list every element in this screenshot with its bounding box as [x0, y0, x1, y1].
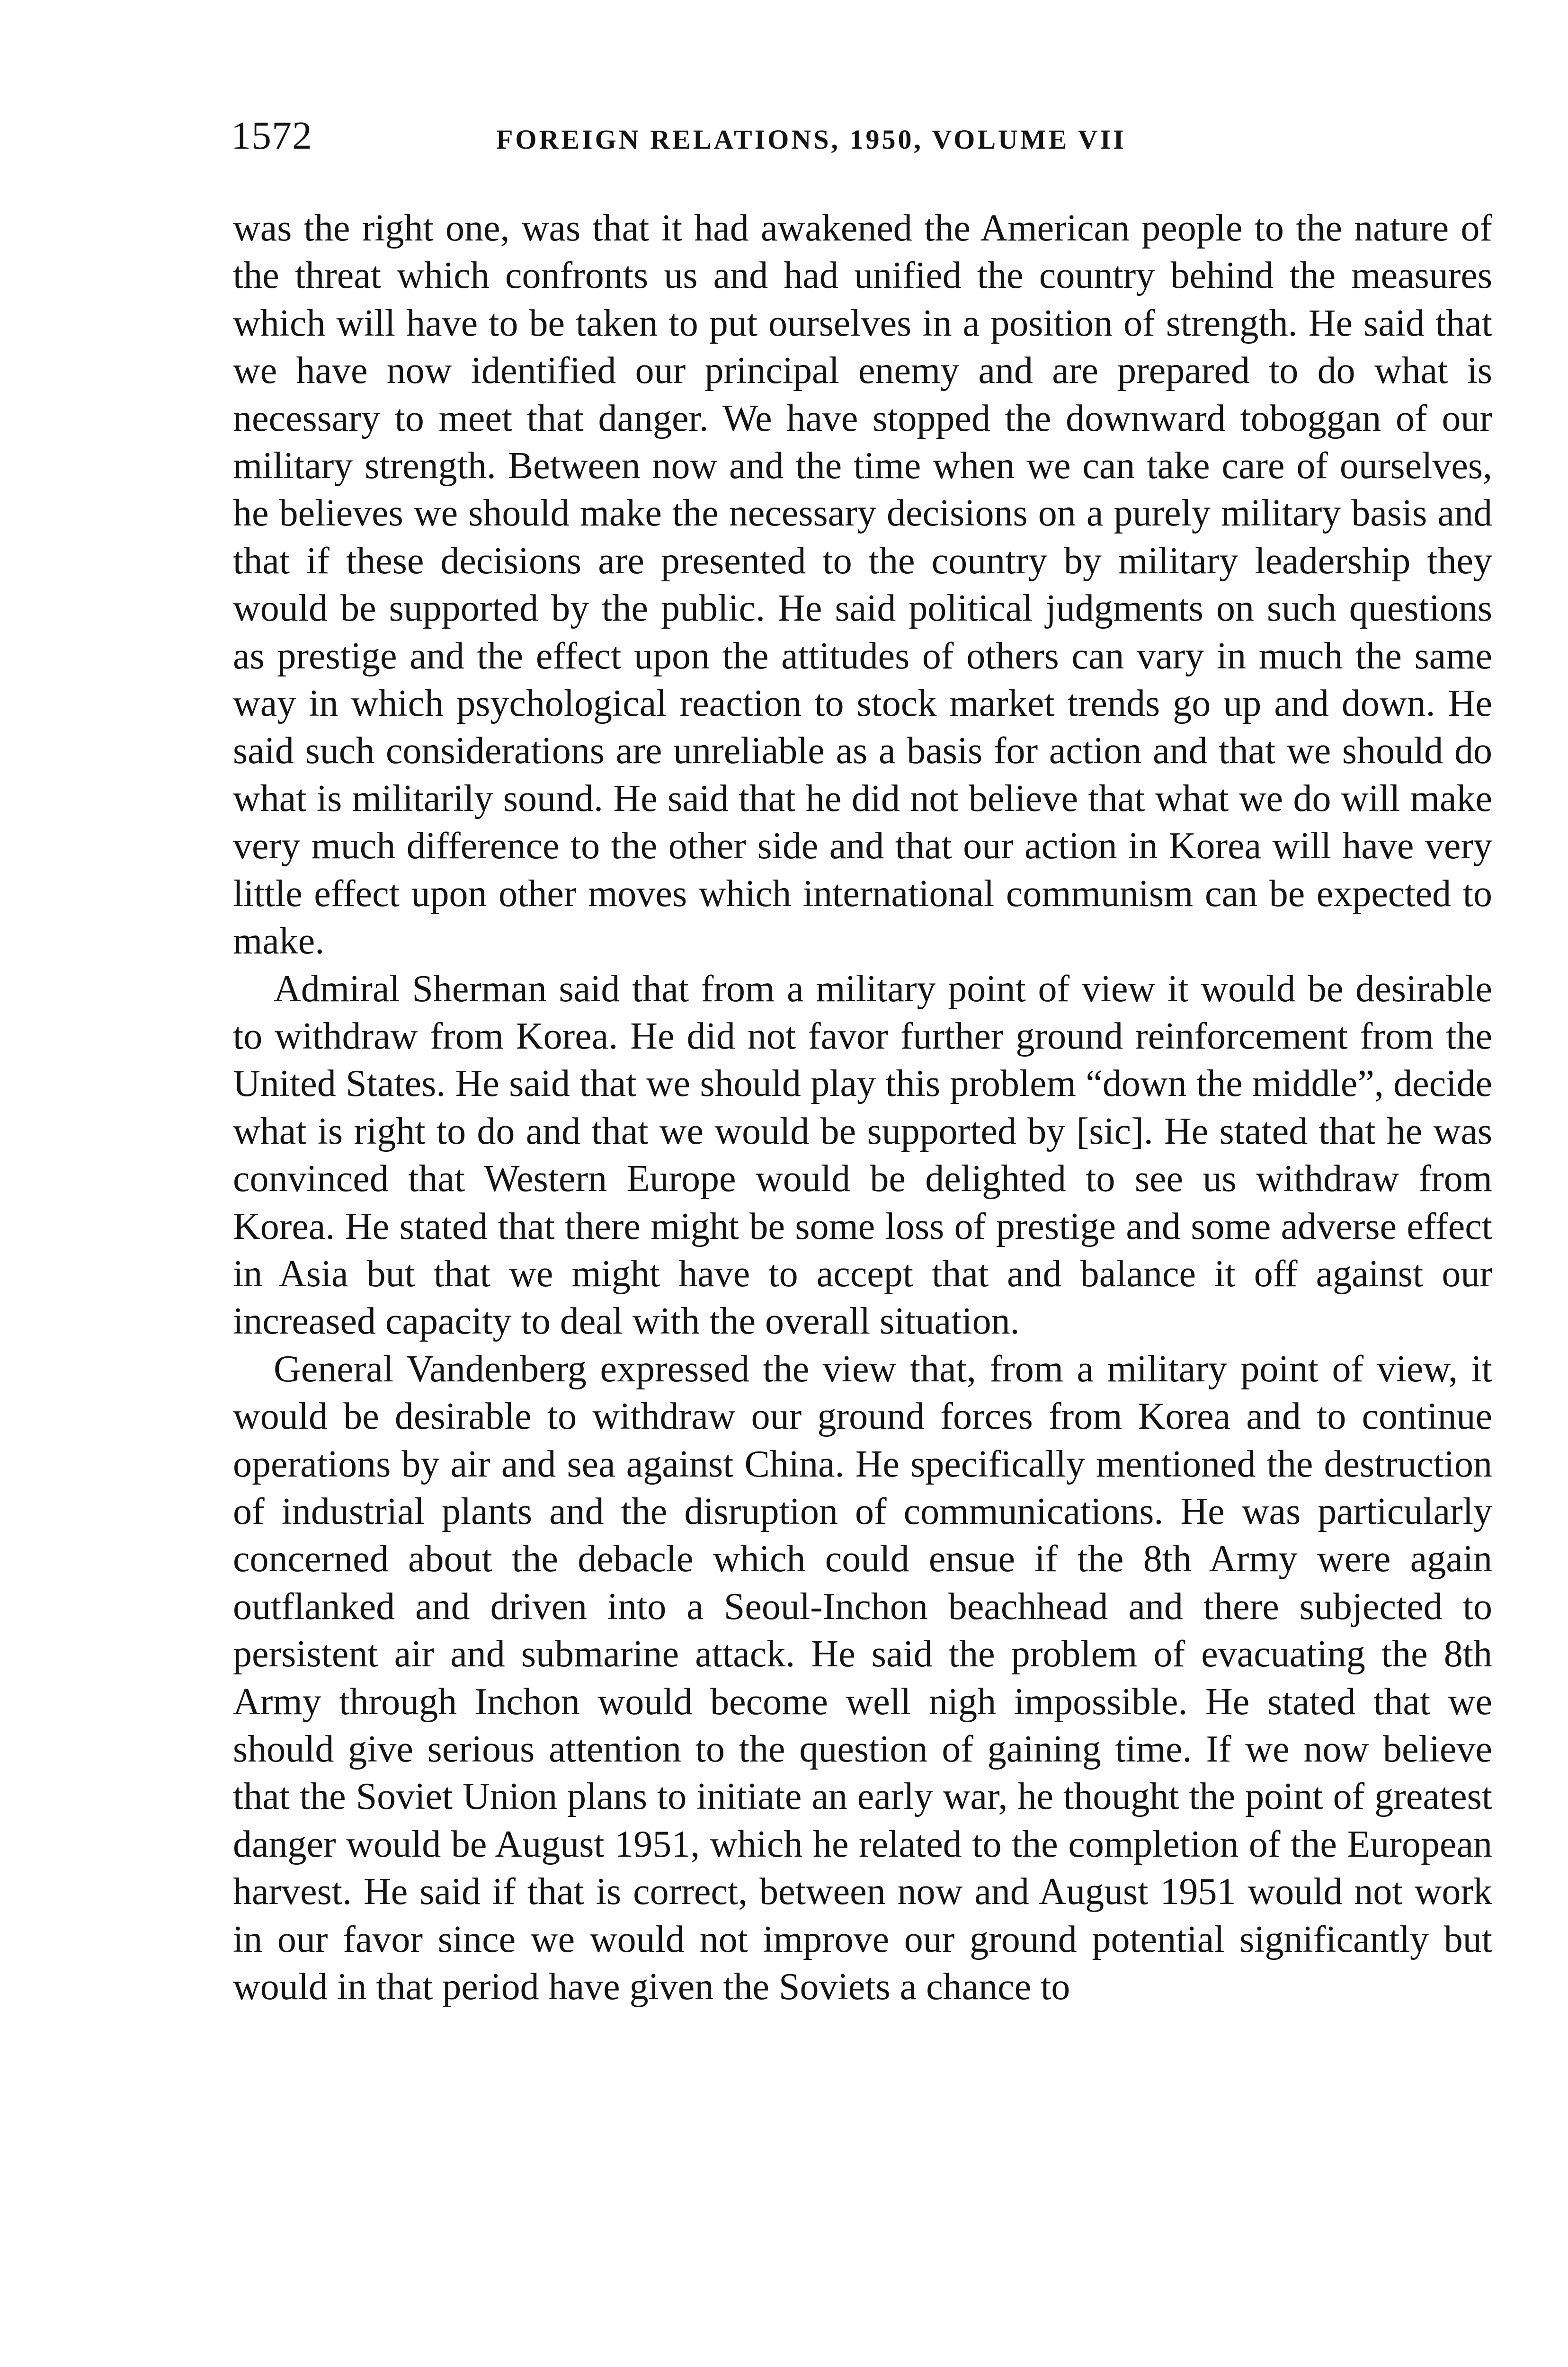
- page-header: [231, 110, 1500, 162]
- body-text: [233, 205, 1492, 2011]
- paragraph-general-vandenberg: General Vandenberg expressed the view that, from a military point of view, it would be desirable to withdraw our ground forces from Korea and to continue operations by air and sea against China. He specifically mentioned the destruction of industrial plants and the disruption of communications. He was particularly concerned about the debacle which could ensue if the 8th Army were again outflanked and driven into a Seoul-Inchon beachhead and there subjected to persistent air and submarine attack. He said the problem of evacuating the 8th Army through Inchon would become well nigh impossible. He stated that we should give serious attention to the question of gaining time. If we now believe that the Soviet Union plans to initiate an early war, he thought the point of greatest danger would be August 1951, which he related to the completion of the European harvest. He said if that is correct, between now and August 1951 would not work in our favor since we would not improve our ground potential significantly but would in that period have given the Soviets a chance to: [233, 1348, 1492, 2008]
- paragraph-continuation: was the right one, was that it had awakened the American people to the nature of the threat which confronts us and had unified the country behind the measures which will have to be taken to put ourselves in a position of strength. He said that we have now identified our principal enemy and are prepared to do what is necessary to meet that danger. We have stopped the downward toboggan of our military strength. Between now and the time when we can take care of ourselves, he believes we should make the necessary decisions on a purely military basis and that if these decisions are presented to the country by military leadership they would be supported by the public. He said political judgments on such questions as prestige and the effect upon the attitudes of others can vary in much the same way in which psychological reaction to stock market trends go up and down. He said such considerations are unreliable as a basis for action and that we should do what is militarily sound. He said that he did not believe that what we do will make very much difference to the other side and that our action in Korea will have very little effect upon other moves which international communism can be expected to make.: [233, 207, 1492, 962]
- running-head: FOREIGN RELATIONS, 1950, VOLUME VII: [496, 124, 1126, 155]
- page-number: 1572: [231, 114, 312, 158]
- paragraph-admiral-sherman: Admiral Sherman said that from a military point of view it would be desirable to withdraw from Korea. He did not favor further ground reinforcement from the United States. He said that we should play this problem “down the middle”, decide what is right to do and that we would be supported by [sic]. He stated that he was convinced that Western Europe would be delighted to see us withdraw from Korea. He stated that there might be some loss of prestige and some adverse effect in Asia but that we might have to accept that and balance it off against our increased capacity to deal with the overall situation.: [233, 968, 1492, 1343]
